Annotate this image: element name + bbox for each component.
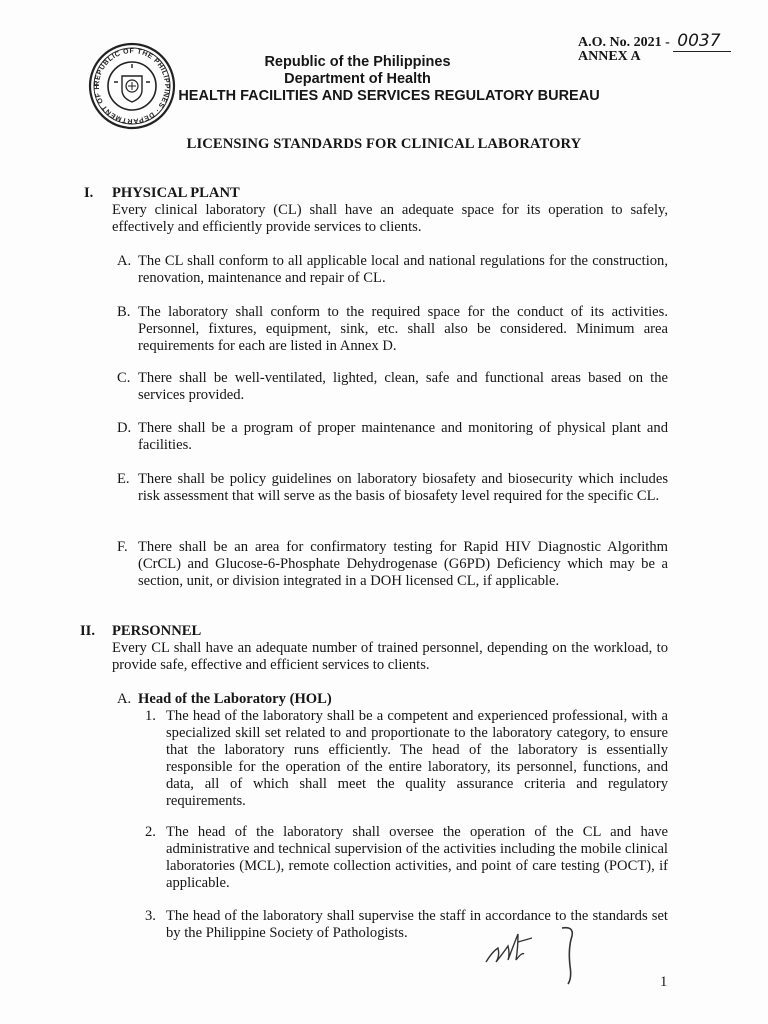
section-1-numeral: I. [84, 185, 94, 201]
section-2-subheading-label: A. [117, 691, 132, 707]
section-1-intro: Every clinical laboratory (CL) shall have an adequate space for its operation to safely, effectively and efficiently provide services to clients. [112, 202, 668, 235]
section-2-numeral: II. [80, 623, 96, 639]
item-text: The head of the laboratory shall supervise the staff in accordance to the standards set by the Philippine Society of Pathologists. [166, 908, 668, 941]
seal-ring-text: REPUBLIC OF THE PHILIPPINES · DEPARTMENT OF H [93, 47, 171, 125]
item-label: B. [117, 304, 131, 320]
section-1-item-d [117, 420, 668, 454]
item-text: The laboratory shall conform to the required space for the conduct of its activities. Personnel, fixtures, equipment, sink, etc. shall also be considered. Minimum area requirements for each are listed in Annex D. [138, 304, 668, 354]
item-text: The head of the laboratory shall oversee the operation of the CL and have administrative and technical supervision of the activities including the mobile clinical laboratories (MCL), remote collection activities, and point of care testing (POCT), if applicable. [166, 824, 668, 891]
item-label: 1. [145, 708, 156, 724]
section-1-item-c [117, 370, 668, 404]
item-label: F. [117, 539, 128, 555]
item-text: There shall be well-ventilated, lighted, clean, safe and functional areas based on the services provided. [138, 370, 668, 403]
item-text: The CL shall conform to all applicable local and national regulations for the construction, renovation, maintenance and repair of CL. [138, 253, 668, 286]
ao-prefix: A.O. No. 2021 - [578, 35, 670, 50]
section-2-item-3 [145, 908, 668, 942]
item-label: A. [117, 253, 132, 269]
handwritten-initials [478, 918, 588, 988]
page-number: 1 [660, 974, 668, 990]
section-1-heading: PHYSICAL PLANT [112, 185, 240, 201]
header-republic: Republic of the Philippines [264, 54, 451, 70]
item-text: There shall be policy guidelines on laboratory biosafety and biosecurity which includes risk assessment that will serve as the basis of biosafety level required for the specific CL. [138, 471, 668, 504]
section-2-item-1 [145, 708, 668, 810]
header-department: Department of Health [284, 71, 431, 87]
item-label: 3. [145, 908, 156, 924]
ao-handwritten-number: 0037 [673, 31, 731, 52]
header-bureau: HEALTH FACILITIES AND SERVICES REGULATORY BUREAU [178, 88, 600, 104]
item-label: E. [117, 471, 130, 487]
item-text: The head of the laboratory shall be a competent and experienced professional, with a specialized skill set related to and proportionate to the laboratory category, to ensure that the laboratory runs efficiently. The head of the laboratory is essentially responsible for the operation of the entire laboratory, its personnel, functions, and data, all of which shall meet the quality assurance criteria and regulatory requirements. [166, 708, 668, 809]
item-text: There shall be a program of proper maintenance and monitoring of physical plant and facilities. [138, 420, 668, 453]
section-1-item-b [117, 304, 668, 355]
section-1-item-a [117, 253, 668, 287]
section-2-subheading: Head of the Laboratory (HOL) [138, 691, 332, 707]
section-1-item-e [117, 471, 668, 505]
item-label: 2. [145, 824, 156, 840]
document-title: LICENSING STANDARDS FOR CLINICAL LABORATORY [186, 136, 582, 152]
annex-label: ANNEX A [578, 49, 641, 64]
section-2-intro: Every CL shall have an adequate number of trained personnel, depending on the workload, to provide safe, effective and efficient services to clients. [112, 640, 668, 673]
item-text: There shall be an area for confirmatory testing for Rapid HIV Diagnostic Algorithm (CrCL) and Glucose-6-Phosphate Dehydrogenase (G6PD) Deficiency which may be a section, unit, or division integrated in a DOH licensed CL, if applicable. [138, 539, 668, 589]
section-1-item-f [117, 539, 668, 590]
section-2-item-2 [145, 824, 668, 892]
item-label: C. [117, 370, 131, 386]
item-label: D. [117, 420, 132, 436]
section-2-heading: PERSONNEL [112, 623, 202, 639]
